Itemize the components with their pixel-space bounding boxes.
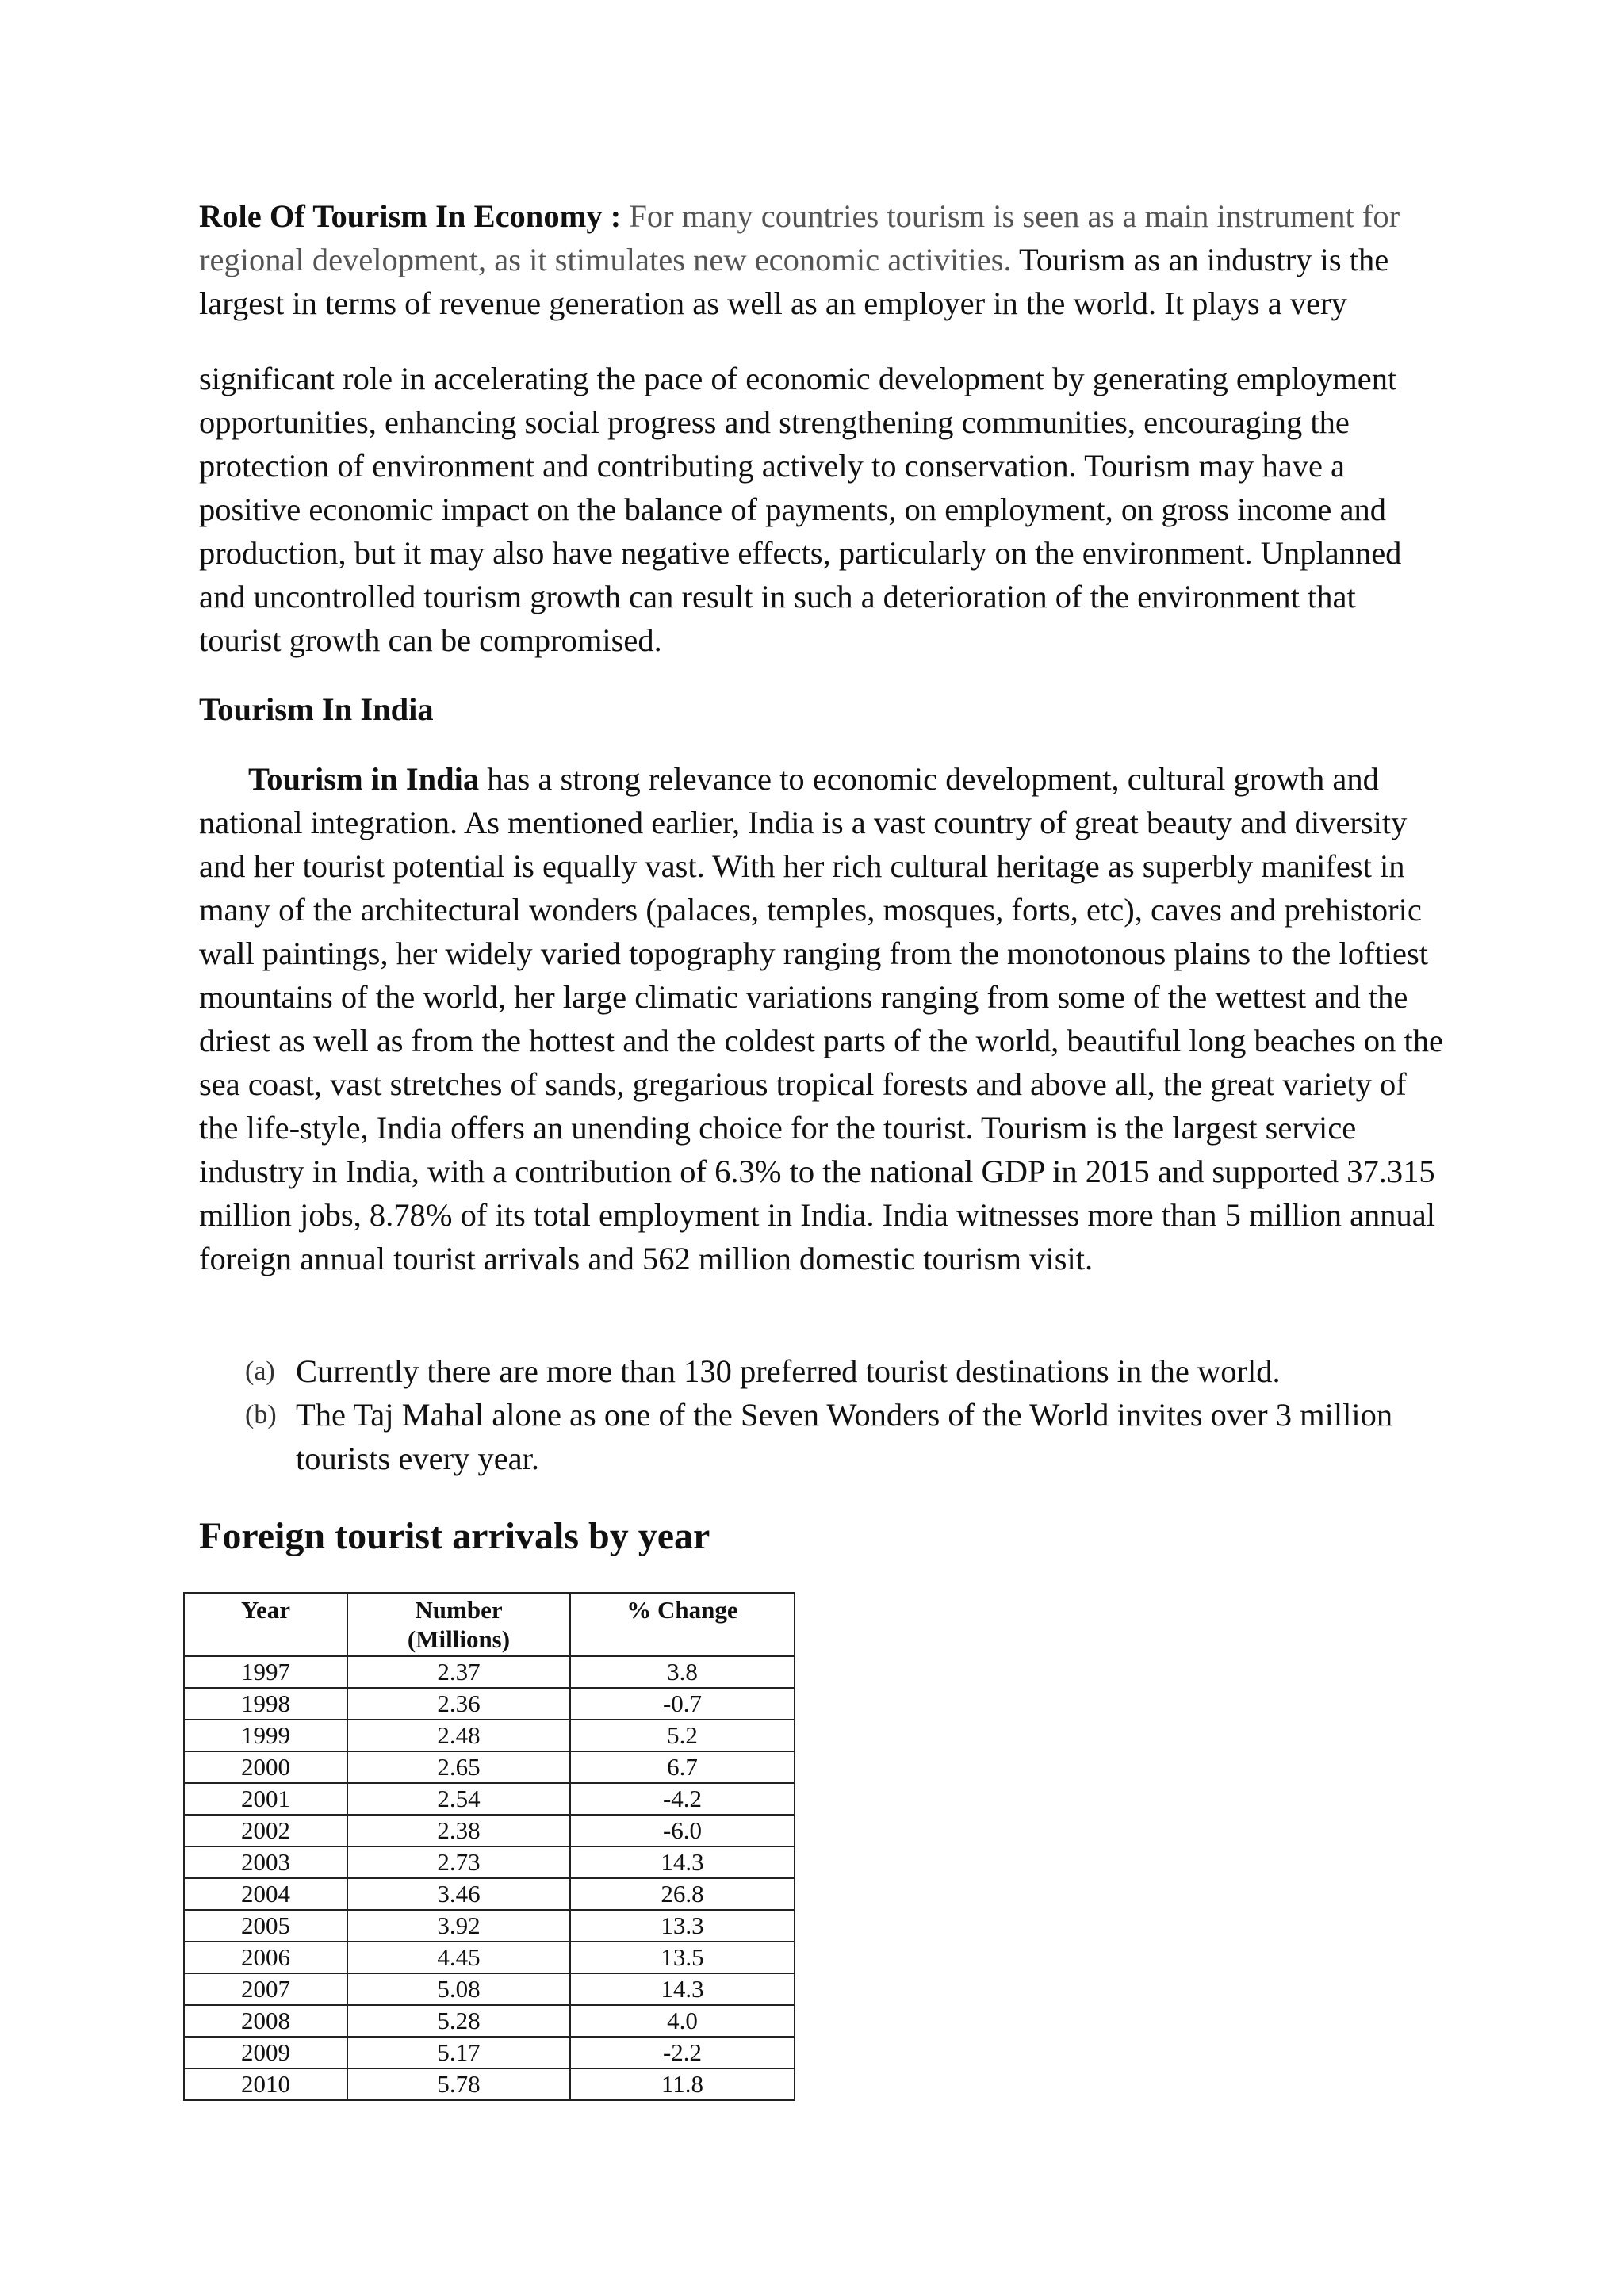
table-row bbox=[184, 1973, 795, 2005]
list-marker: (a) bbox=[245, 1357, 275, 1386]
header-number-line1: Number bbox=[415, 1596, 503, 1624]
list-item bbox=[199, 1393, 1444, 1480]
cell-change: 13.3 bbox=[570, 1910, 795, 1942]
cell-change: 4.0 bbox=[570, 2005, 795, 2037]
cell-number: 3.46 bbox=[347, 1878, 570, 1910]
cell-change: 5.2 bbox=[570, 1720, 795, 1751]
cell-number: 2.37 bbox=[347, 1656, 570, 1688]
cell-change: 13.5 bbox=[570, 1942, 795, 1973]
cell-change: -2.2 bbox=[570, 2037, 795, 2068]
facts-list bbox=[199, 1349, 1444, 1480]
table-row bbox=[184, 1656, 795, 1688]
cell-change: 3.8 bbox=[570, 1656, 795, 1688]
india-body-text: has a strong relevance to economic development, cultural growth and national integration. As mentioned earlier, India is a vast country of great beauty and diversity and her tourist potential is equally vast. With her rich cultural heritage as superbly manifest in many of the architectural wonders (palaces, temples, mosques, forts, etc), caves and prehistoric wall paintings, her widely varied topography ranging from the monotonous plains to the loftiest mountains of the world, her large climatic variations ranging from some of the wettest and the driest as well as from the hottest and the coldest parts of the world, beautiful long beaches on the sea coast, vast stretches of sands, gregarious tropical forests and above all, the great variety of the life-style, India offers an unending choice for the tourist. Tourism is the largest service industry in India, with a contribution of 6.3% to the national GDP in 2015 and supported 37.315 million jobs, 8.78% of its total employment in India. India witnesses more than 5 million annual foreign annual tourist arrivals and 562 million domestic tourism visit. bbox=[199, 761, 1443, 1276]
cell-year: 2005 bbox=[184, 1910, 347, 1942]
header-number-line2: (Millions) bbox=[407, 1625, 511, 1653]
cell-change: -6.0 bbox=[570, 1815, 795, 1846]
cell-change: 11.8 bbox=[570, 2068, 795, 2100]
table-row bbox=[184, 1751, 795, 1783]
cell-number: 2.38 bbox=[347, 1815, 570, 1846]
cell-change: 6.7 bbox=[570, 1751, 795, 1783]
table-row bbox=[184, 2005, 795, 2037]
table-row bbox=[184, 1688, 795, 1720]
role-of-tourism-paragraph bbox=[199, 194, 1444, 325]
cell-year: 2004 bbox=[184, 1878, 347, 1910]
list-item-text: Currently there are more than 130 preferred tourist destinations in the world. bbox=[296, 1353, 1281, 1389]
table-row bbox=[184, 1783, 795, 1815]
cell-change: 14.3 bbox=[570, 1973, 795, 2005]
table-row bbox=[184, 1910, 795, 1942]
list-item bbox=[199, 1349, 1444, 1393]
cell-number: 3.92 bbox=[347, 1910, 570, 1942]
cell-change: 26.8 bbox=[570, 1878, 795, 1910]
cell-year: 1997 bbox=[184, 1656, 347, 1688]
cell-change: 14.3 bbox=[570, 1846, 795, 1878]
table-row bbox=[184, 1846, 795, 1878]
cell-number: 2.73 bbox=[347, 1846, 570, 1878]
tourism-in-india-paragraph bbox=[199, 757, 1444, 1280]
cell-number: 2.54 bbox=[347, 1783, 570, 1815]
cell-year: 2003 bbox=[184, 1846, 347, 1878]
cell-year: 1999 bbox=[184, 1720, 347, 1751]
table-row bbox=[184, 1720, 795, 1751]
cell-number: 4.45 bbox=[347, 1942, 570, 1973]
cell-number: 5.78 bbox=[347, 2068, 570, 2100]
cell-year: 2000 bbox=[184, 1751, 347, 1783]
table-row bbox=[184, 1942, 795, 1973]
cell-year: 2009 bbox=[184, 2037, 347, 2068]
table-row bbox=[184, 1815, 795, 1846]
table-row bbox=[184, 2068, 795, 2100]
role-intro-text: For many countries tourism is seen as a main instrument for regional development, as it stimulates new economic activities. bbox=[199, 198, 1400, 277]
cell-number: 2.48 bbox=[347, 1720, 570, 1751]
cell-number: 5.08 bbox=[347, 1973, 570, 2005]
cell-change: -0.7 bbox=[570, 1688, 795, 1720]
cell-change: -4.2 bbox=[570, 1783, 795, 1815]
list-item-text: The Taj Mahal alone as one of the Seven Wonders of the World invites over 3 million tourists every year. bbox=[296, 1397, 1393, 1476]
cell-year: 2007 bbox=[184, 1973, 347, 2005]
cell-year: 1998 bbox=[184, 1688, 347, 1720]
table-header-row bbox=[184, 1593, 795, 1656]
cell-year: 2008 bbox=[184, 2005, 347, 2037]
cell-number: 5.28 bbox=[347, 2005, 570, 2037]
cell-number: 5.17 bbox=[347, 2037, 570, 2068]
table-row bbox=[184, 2037, 795, 2068]
role-continuation-paragraph: significant role in accelerating the pace of economic development by generating employment opportunities, enhancing social progress and strengthening communities, encouraging the protection of environment and contributing actively to conservation. Tourism may have a positive economic impact on the balance of payments, on employment, on gross income and production, but it may also have negative effects, particularly on the environment. Unplanned and uncontrolled tourism growth can result in such a deterioration of the environment that tourist growth can be compromised. bbox=[199, 361, 1402, 658]
cell-year: 2002 bbox=[184, 1815, 347, 1846]
table-row bbox=[184, 1878, 795, 1910]
tourism-in-india-heading: Tourism In India bbox=[199, 691, 434, 727]
role-heading: Role Of Tourism In Economy : bbox=[199, 198, 622, 234]
foreign-arrivals-table bbox=[183, 1592, 795, 2101]
cell-year: 2006 bbox=[184, 1942, 347, 1973]
role-body-text: Tourism as an industry is the largest in terms of revenue generation as well as an employer in the world. It plays a very bbox=[199, 242, 1389, 321]
cell-year: 2001 bbox=[184, 1783, 347, 1815]
list-marker: (b) bbox=[245, 1400, 277, 1429]
cell-year: 2010 bbox=[184, 2068, 347, 2100]
cell-number: 2.36 bbox=[347, 1688, 570, 1720]
cell-number: 2.65 bbox=[347, 1751, 570, 1783]
table-title: Foreign tourist arrivals by year bbox=[199, 1515, 710, 1557]
header-number bbox=[347, 1593, 570, 1656]
header-year: Year bbox=[184, 1593, 347, 1656]
header-change: % Change bbox=[570, 1593, 795, 1656]
india-lead-bold: Tourism in India bbox=[248, 761, 480, 797]
